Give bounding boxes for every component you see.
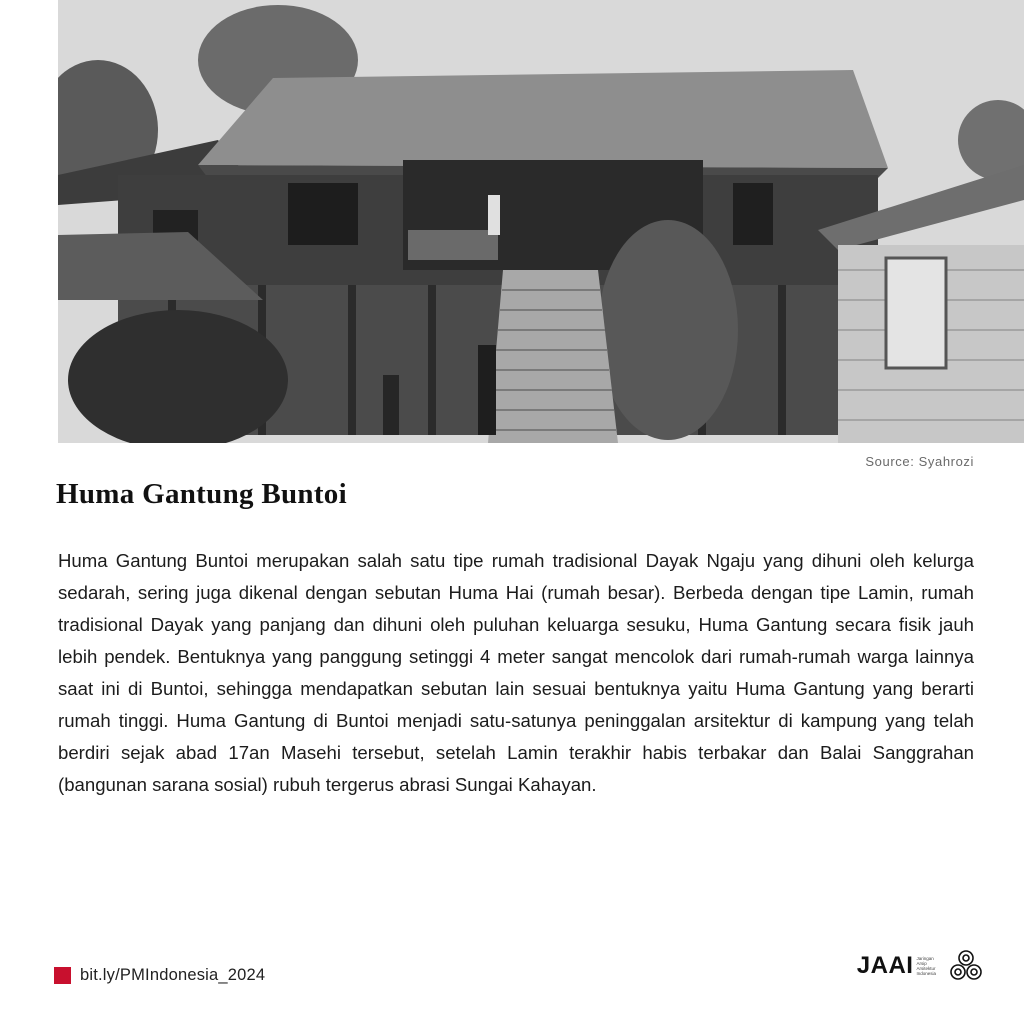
- logo-sub-line: Arsip: [916, 961, 927, 966]
- logo-sub-line: Jaringan: [916, 956, 934, 961]
- footer-link-text[interactable]: bit.ly/PMIndonesia_2024: [80, 966, 266, 984]
- logo-sub-line: Arsitektur: [916, 966, 936, 971]
- footer-link[interactable]: [54, 966, 265, 985]
- jaai-logo: [857, 948, 984, 984]
- house-photo: [58, 0, 1024, 443]
- triskele-logo-icon: [948, 948, 984, 984]
- body-text: Huma Gantung Buntoi merupakan salah satu tipe rumah tradisional Dayak Ngaju yang dihuni oleh kelurga sedarah, sering juga dikenal dengan sebutan Huma Hai (rumah besar). Berbeda dengan tipe Lamin, rumah tradisional Dayak yang panjang dan dihuni oleh puluhan keluarga sesuku, Huma Gantung secara fisik jauh lebih pendek. Bentuknya yang panggung setinggi 4 meter sangat mencolok dari rumah-rumah warga lainnya saat ini di Buntoi, sehingga mendapatkan sebutan lain sesuai bentuknya yaitu Huma Gantung yang berarti rumah tinggi. Huma Gantung di Buntoi menjadi satu-satunya peninggalan arsitektur di kampung yang telah berdiri sejak abad 17an Masehi tersebut, setelah Lamin terakhir habis terbakar dan Balai Sanggrahan (bangunan sarana sosial) rubuh tergerus abrasi Sungai Kahayan.: [58, 550, 974, 795]
- page-title: Huma Gantung Buntoi: [56, 478, 347, 510]
- logo-sub-line: Indonesia: [916, 971, 936, 976]
- logo-word: JAAI: [856, 952, 914, 979]
- photo-source: Source: Syahrozi: [865, 454, 974, 469]
- accent-square-icon: [54, 967, 71, 984]
- logo-subtitle: [916, 956, 936, 976]
